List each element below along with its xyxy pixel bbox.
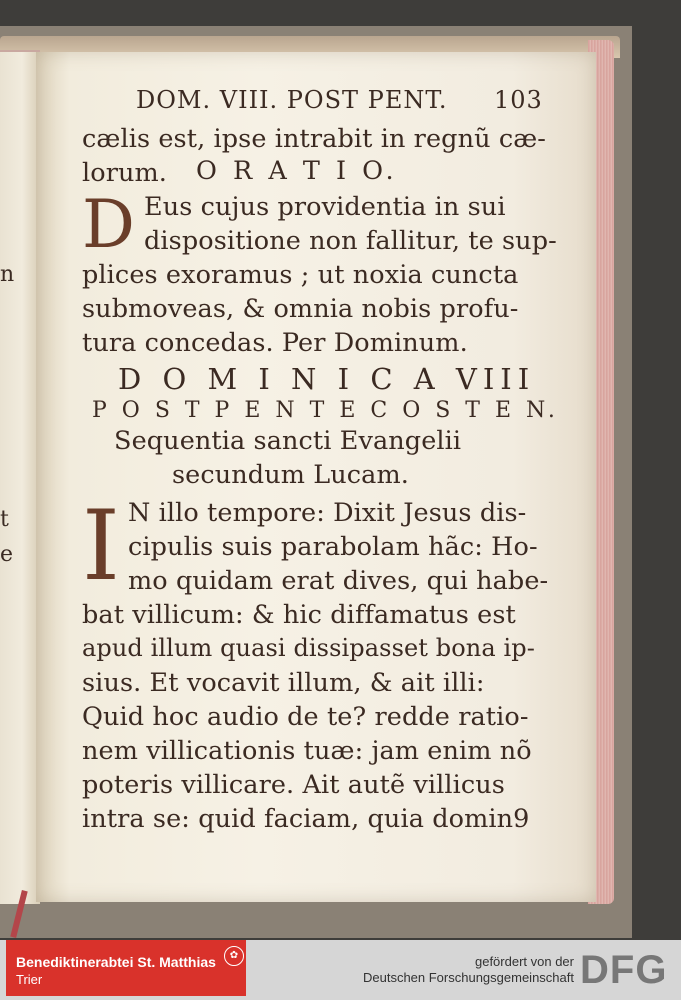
text-line: Eus cujus providentia in sui (144, 192, 506, 222)
funding-text: Deutschen Forschungsgemeinschaft (362, 970, 574, 985)
drop-cap-d: D (82, 186, 135, 263)
text-line: mo quidam erat dives, qui habe- (128, 566, 549, 596)
text-line: apud illum quasi dissipasset bona ip- (82, 634, 535, 662)
text-line: intra se: quid faciam, quia domin9 (82, 804, 530, 834)
text-line: Quid hoc audio de te? redde ratio- (82, 702, 529, 732)
funding-text: gefördert von der (474, 954, 574, 969)
right-page (36, 52, 596, 902)
text-line: lorum. (82, 158, 168, 188)
text-line: cælis est, ipse intrabit in regnũ cæ- (82, 124, 547, 154)
section-subtitle: P O S T P E N T E C O S T E N. (92, 398, 559, 423)
drop-cap-i: I (82, 490, 120, 602)
left-page-fragment: e (0, 542, 14, 567)
text-line: submoveas, & omnia nobis profu- (82, 294, 519, 324)
abbey-logo-icon: ✿ (224, 946, 244, 966)
text-line: nem villicationis tuæ: jam enim nõ (82, 736, 532, 766)
text-line: plices exoramus ; ut noxia cuncta (82, 260, 519, 290)
section-title: D O M I N I C A VIII (118, 362, 536, 396)
text-line: sius. Et vocavit illum, & ait illi: (82, 668, 485, 698)
dfg-logo[interactable]: DFG (580, 948, 668, 992)
institution-name: Benediktinerabtei St. Matthias (16, 954, 216, 970)
text-line: bat villicum: & hic diffamatus est (82, 600, 516, 630)
gospel-title: Sequentia sancti Evangelii (114, 426, 462, 456)
text-line: poteris villicare. Ait autẽ villicus (82, 770, 505, 800)
institution-city: Trier (16, 972, 43, 987)
footer-bar (0, 940, 681, 1000)
left-page-fragment: n (0, 262, 15, 287)
institution-badge[interactable] (6, 940, 246, 996)
running-header: DOM. VIII. POST PENT. (136, 86, 448, 114)
left-page (0, 50, 40, 904)
page-number: 103 (494, 86, 543, 114)
left-page-fragment: t (0, 507, 9, 532)
text-line: N illo tempore: Dixit Jesus dis- (128, 498, 527, 528)
text-line: cipulis suis parabolam hãc: Ho- (128, 532, 538, 562)
gospel-title: secundum Lucam. (172, 460, 409, 490)
text-line: tura concedas. Per Dominum. (82, 328, 468, 358)
oratio-heading: O R A T I O. (196, 156, 398, 186)
text-line: dispositione non fallitur, te sup- (144, 226, 557, 256)
